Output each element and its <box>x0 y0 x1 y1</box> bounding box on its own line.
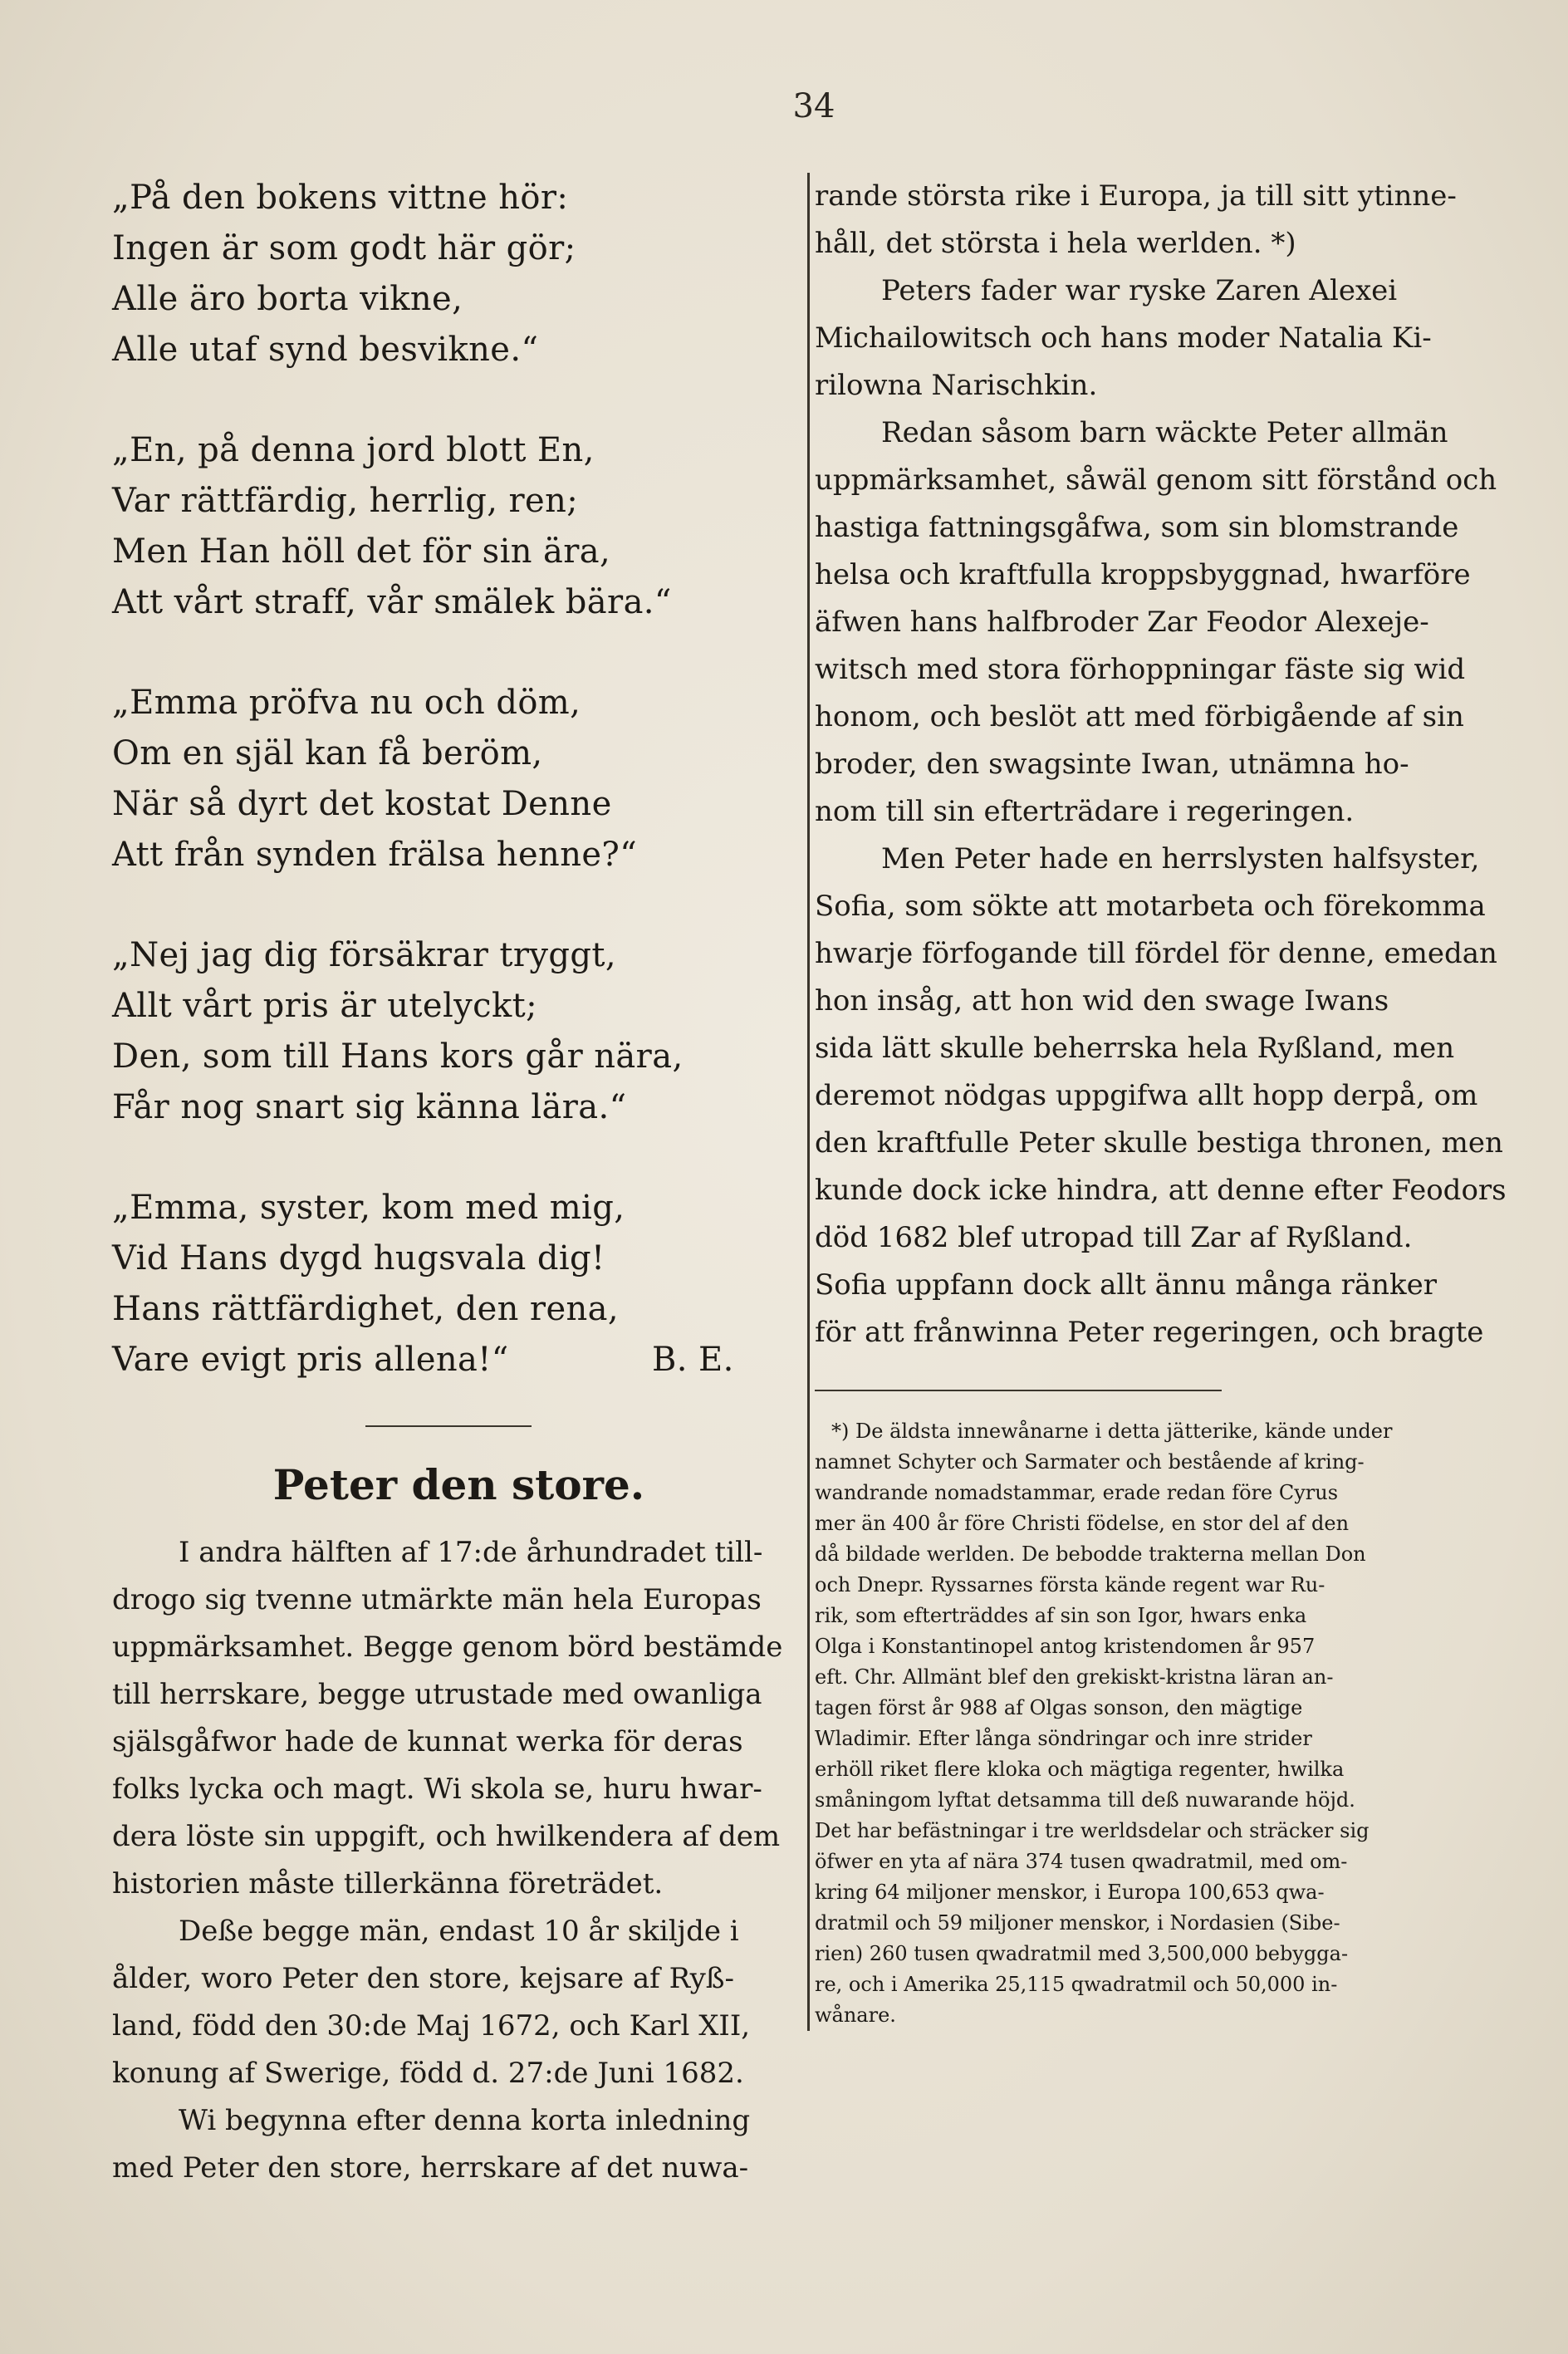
poem-line: Att från synden frälsa henne?“ <box>112 836 638 874</box>
text-line: kring 64 miljoner menskor, i Europa 100,653 qwa- <box>815 1881 1325 1904</box>
text-line: Michailowitsch och hans moder Natalia Ki- <box>815 321 1432 355</box>
section-divider <box>365 1425 532 1427</box>
poem-line: Var rättfärdig, herrlig, ren; <box>112 482 579 520</box>
text-line: konung af Swerige, född d. 27:de Juni 1682. <box>112 2057 744 2090</box>
text-line: folks lycka och magt. Wi skola se, huru hwar- <box>112 1773 762 1806</box>
text-line: Sofia uppfann dock allt ännu många ränker <box>815 1268 1437 1302</box>
text-line: den kraftfulle Peter skulle bestiga thronen, men <box>815 1126 1503 1160</box>
text-line: Wladimir. Efter långa söndringar och inre strider <box>815 1727 1312 1750</box>
text-line: med Peter den store, herrskare af det nuwa- <box>112 2151 749 2185</box>
poem-line: Vid Hans dygd hugsvala dig! <box>112 1239 605 1278</box>
poem-line: „Emma pröfva nu och döm, <box>112 684 581 722</box>
text-line: Sofia, som sökte att motarbeta och förekomma <box>815 890 1486 923</box>
text-line: erhöll riket flere kloka och mägtiga regenter, hwilka <box>815 1758 1345 1781</box>
text-line: öfwer en yta af nära 374 tusen qwadratmil, med om- <box>815 1850 1348 1873</box>
poem-line: Den, som till Hans kors går nära, <box>112 1037 684 1076</box>
text-line: äfwen hans halfbroder Zar Feodor Alexeje- <box>815 606 1429 639</box>
text-line: dera löste sin uppgift, och hwilkendera af dem <box>112 1820 781 1853</box>
text-line: för att frånwinna Peter regeringen, och bragte <box>815 1316 1484 1349</box>
poem-line: Hans rättfärdighet, den rena, <box>112 1290 620 1328</box>
poem-line: „En, på denna jord blott En, <box>112 431 595 469</box>
text-line: helsa och kraftfulla kroppsbyggnad, hwarföre <box>815 558 1471 591</box>
text-line: nom till sin efterträdare i regeringen. <box>815 795 1355 828</box>
text-line: historien måste tillerkänna företrädet. <box>112 1867 664 1900</box>
text-line: witsch med stora förhoppningar fäste sig wid <box>815 653 1466 686</box>
text-line: I andra hälften af 17:de århundradet till- <box>179 1536 763 1569</box>
poem <box>112 173 806 1385</box>
poem-stanza <box>112 678 806 880</box>
poem-line: Får nog snart sig känna lära.“ <box>112 1088 627 1126</box>
text-line: Redan såsom barn wäckte Peter allmän <box>881 416 1448 449</box>
poem-line: Men Han höll det för sin ära, <box>112 532 611 571</box>
poem-line: Om en själ kan få beröm, <box>112 734 543 772</box>
text-line: tagen först år 988 af Olgas sonson, den mägtige <box>815 1696 1303 1719</box>
article-text-right <box>815 173 1508 1356</box>
poem-line: Att vårt straff, vår smälek bära.“ <box>112 583 672 621</box>
poem-line-text: Vare evigt pris allena!“ <box>112 1341 509 1379</box>
poem-stanza <box>112 425 806 628</box>
text-line: hastiga fattningsgåfwa, som sin blomstrande <box>815 511 1459 544</box>
text-line: död 1682 blef utropad till Zar af Ryßland. <box>815 1221 1413 1254</box>
text-line: wånare. <box>815 2003 896 2027</box>
poem-line <box>112 1335 806 1385</box>
text-line: rande största rike i Europa, ja till sitt ytinne- <box>815 179 1457 213</box>
text-line: småningom lyftat detsamma till deß nuwarande höjd. <box>815 1788 1355 1812</box>
poem-line: „På den bokens vittne hör: <box>112 179 569 217</box>
text-line: wandrande nomadstammar, erade redan före Cyrus <box>815 1481 1339 1504</box>
text-line: uppmärksamhet. Begge genom börd bestämde <box>112 1631 783 1664</box>
text-line: uppmärksamhet, såwäl genom sitt förstånd och <box>815 463 1497 497</box>
text-line: land, född den 30:de Maj 1672, och Karl XII, <box>112 2009 751 2043</box>
poem-stanza <box>112 1183 806 1385</box>
text-line: Deße begge män, endast 10 år skiljde i <box>179 1915 739 1948</box>
text-line: sida lätt skulle beherrska hela Ryßland, men <box>815 1032 1455 1065</box>
article-title: Peter den store. <box>272 1460 645 1509</box>
text-line: honom, och beslöt att med förbigående af sin <box>815 700 1464 733</box>
page-number: 34 <box>792 87 835 125</box>
text-line: ålder, woro Peter den store, kejsare af Ryß- <box>112 1962 734 1995</box>
text-line: rik, som efterträddes af sin son Igor, hwars enka <box>815 1604 1307 1627</box>
text-line: själsgåfwor hade de kunnat werka för deras <box>112 1725 743 1758</box>
text-line: namnet Schyter och Sarmater och bestående af kring- <box>815 1450 1365 1474</box>
text-line: hwarje förfogande till fördel för denne, emedan <box>815 937 1497 970</box>
text-line: Wi begynna efter denna korta inledning <box>179 2104 751 2137</box>
text-line: deremot nödgas uppgifwa allt hopp derpå, om <box>815 1079 1478 1112</box>
text-line: Det har befästningar i tre werldsdelar och sträcker sig <box>815 1819 1370 1842</box>
text-line: re, och i Amerika 25,115 qwadratmil och 50,000 in- <box>815 1973 1338 1996</box>
text-line: dratmil och 59 miljoner menskor, i Nordasien (Sibe- <box>815 1911 1340 1935</box>
poem-line: Alle utaf synd besvikne.“ <box>112 331 539 369</box>
text-line: rien) 260 tusen qwadratmil med 3,500,000 bebygga- <box>815 1942 1349 1965</box>
text-line: Peters fader war ryske Zaren Alexei <box>881 274 1398 307</box>
right-column <box>807 173 1508 2031</box>
footnote-divider <box>815 1390 1222 1391</box>
poem-line: Ingen är som godt här gör; <box>112 229 576 267</box>
text-line: kunde dock icke hindra, att denne efter Feodors <box>815 1174 1507 1207</box>
article-text-left <box>112 1529 806 2192</box>
poem-stanza <box>112 173 806 375</box>
text-line: håll, det största i hela werlden. *) <box>815 227 1296 260</box>
poem-line: „Nej jag dig försäkrar tryggt, <box>112 936 617 974</box>
text-line: eft. Chr. Allmänt blef den grekiskt-kristna läran an- <box>815 1665 1334 1689</box>
poem-line: „Emma, syster, kom med mig, <box>112 1189 625 1227</box>
text-line: och Dnepr. Ryssarnes första kände regent war Ru- <box>815 1573 1325 1596</box>
text-line: drogo sig tvenne utmärkte män hela Europas <box>112 1583 762 1616</box>
left-column <box>112 173 806 2192</box>
poem-line: Alle äro borta vikne, <box>112 280 463 318</box>
poem-signature: B. E. <box>652 1341 734 1379</box>
text-line: till herrskare, begge utrustade med owanliga <box>112 1678 762 1711</box>
poem-line: När så dyrt det kostat Denne <box>112 785 612 823</box>
footnote <box>815 1416 1508 2031</box>
text-line: broder, den swagsinte Iwan, utnämna ho- <box>815 748 1409 781</box>
text-line: *) De äldsta innewånarne i detta jätterike, kände under <box>831 1420 1393 1443</box>
text-line: Men Peter hade en herrslysten halfsyster, <box>881 842 1480 875</box>
text-line: hon insåg, att hon wid den swage Iwans <box>815 984 1389 1018</box>
text-line: då bildade werlden. De bebodde trakterna mellan Don <box>815 1542 1366 1566</box>
text-line: mer än 400 år före Christi födelse, en stor del af den <box>815 1512 1350 1535</box>
text-line: Olga i Konstantinopel antog kristendomen år 957 <box>815 1635 1316 1658</box>
text-line: rilowna Narischkin. <box>815 369 1098 402</box>
poem-stanza <box>112 930 806 1133</box>
poem-line: Allt vårt pris är utelyckt; <box>112 987 537 1025</box>
